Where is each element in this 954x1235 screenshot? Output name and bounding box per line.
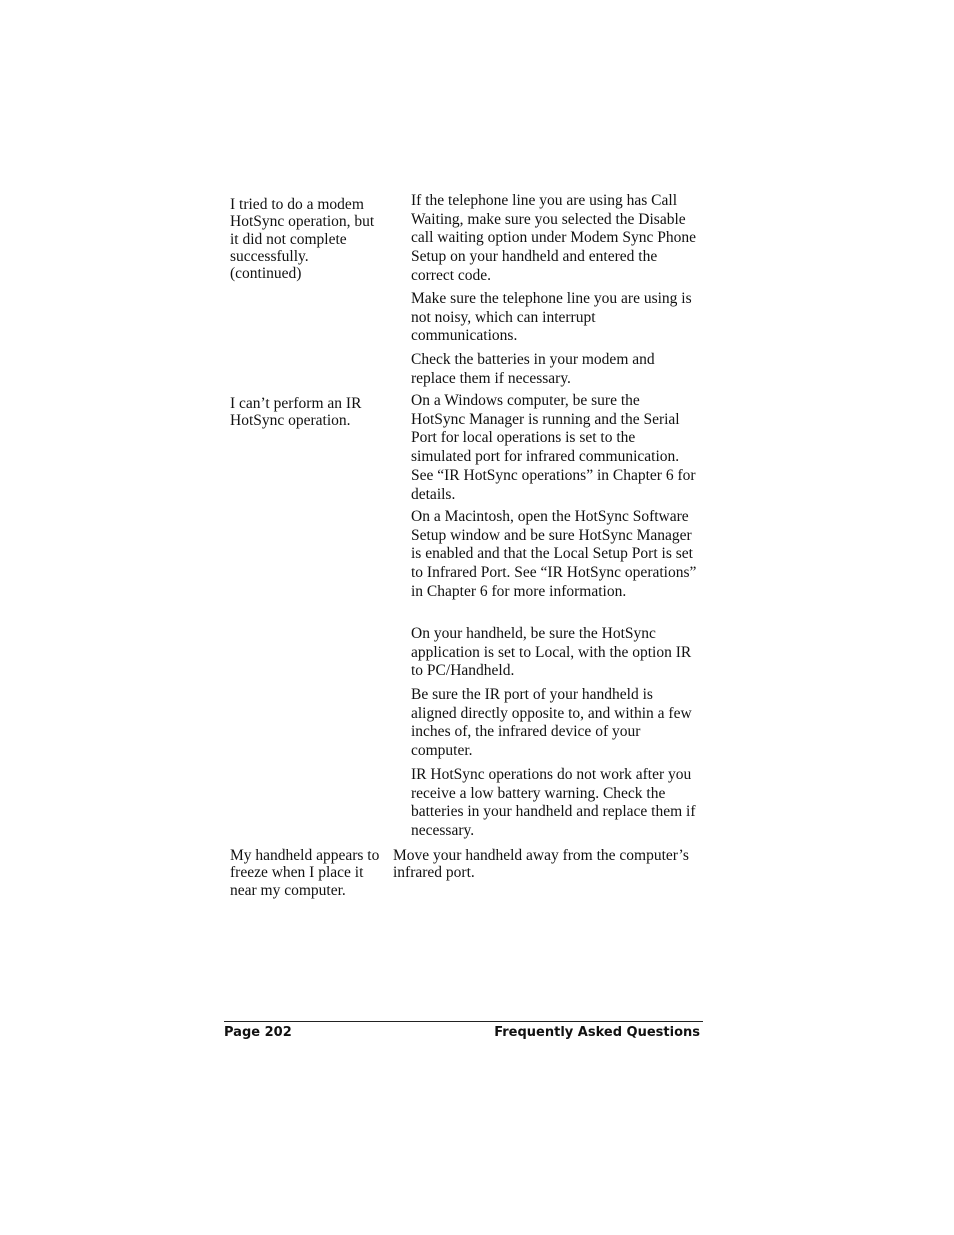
- solution-macintosh-ir: On a Macintosh, open the HotSync Software Setup window and be sure HotSync Manager is enabled and that the Local Setup Port is set to Infrared Port. See “IR HotSync operations” in Chapter 6 for more information.: [411, 508, 697, 600]
- footer-rule: [224, 1021, 703, 1022]
- solution-modem-batteries: Check the batteries in your modem and replace them if necessary.: [411, 351, 655, 387]
- problem-handheld-freeze: My handheld appears to freeze when I place it near my computer.: [230, 847, 380, 899]
- problem-ir-hotsync: I can’t perform an IR HotSync operation.: [230, 395, 362, 430]
- solution-ir-alignment: Be sure the IR port of your handheld is aligned directly opposite to, and within a few inches of, the infrared device of your computer.: [411, 686, 692, 760]
- solution-windows-ir: On a Windows computer, be sure the HotSync Manager is running and the Serial Port for local operations is set to the simulated port for infrared communication. See “IR HotSync operations” in Chapter 6 for details.: [411, 392, 696, 503]
- problem-modem-hotsync: I tried to do a modem HotSync operation, but it did not complete successfully. (continued): [230, 196, 375, 283]
- page-number: Page 202: [224, 1025, 292, 1040]
- solution-call-waiting: If the telephone line you are using has Call Waiting, make sure you selected the Disable call waiting option under Modem Sync Phone Setup on your handheld and entered the correct code.: [411, 192, 696, 284]
- solution-low-battery: IR HotSync operations do not work after you receive a low battery warning. Check the batteries in your handheld and replace them if necessary.: [411, 766, 696, 840]
- footer-section-title: Frequently Asked Questions: [494, 1025, 700, 1040]
- solution-noisy-line: Make sure the telephone line you are using is not noisy, which can interrupt communications.: [411, 290, 692, 345]
- solution-move-handheld: Move your handheld away from the computer’s infrared port.: [393, 847, 689, 882]
- solution-handheld-local: On your handheld, be sure the HotSync application is set to Local, with the option IR to PC/Handheld.: [411, 625, 692, 680]
